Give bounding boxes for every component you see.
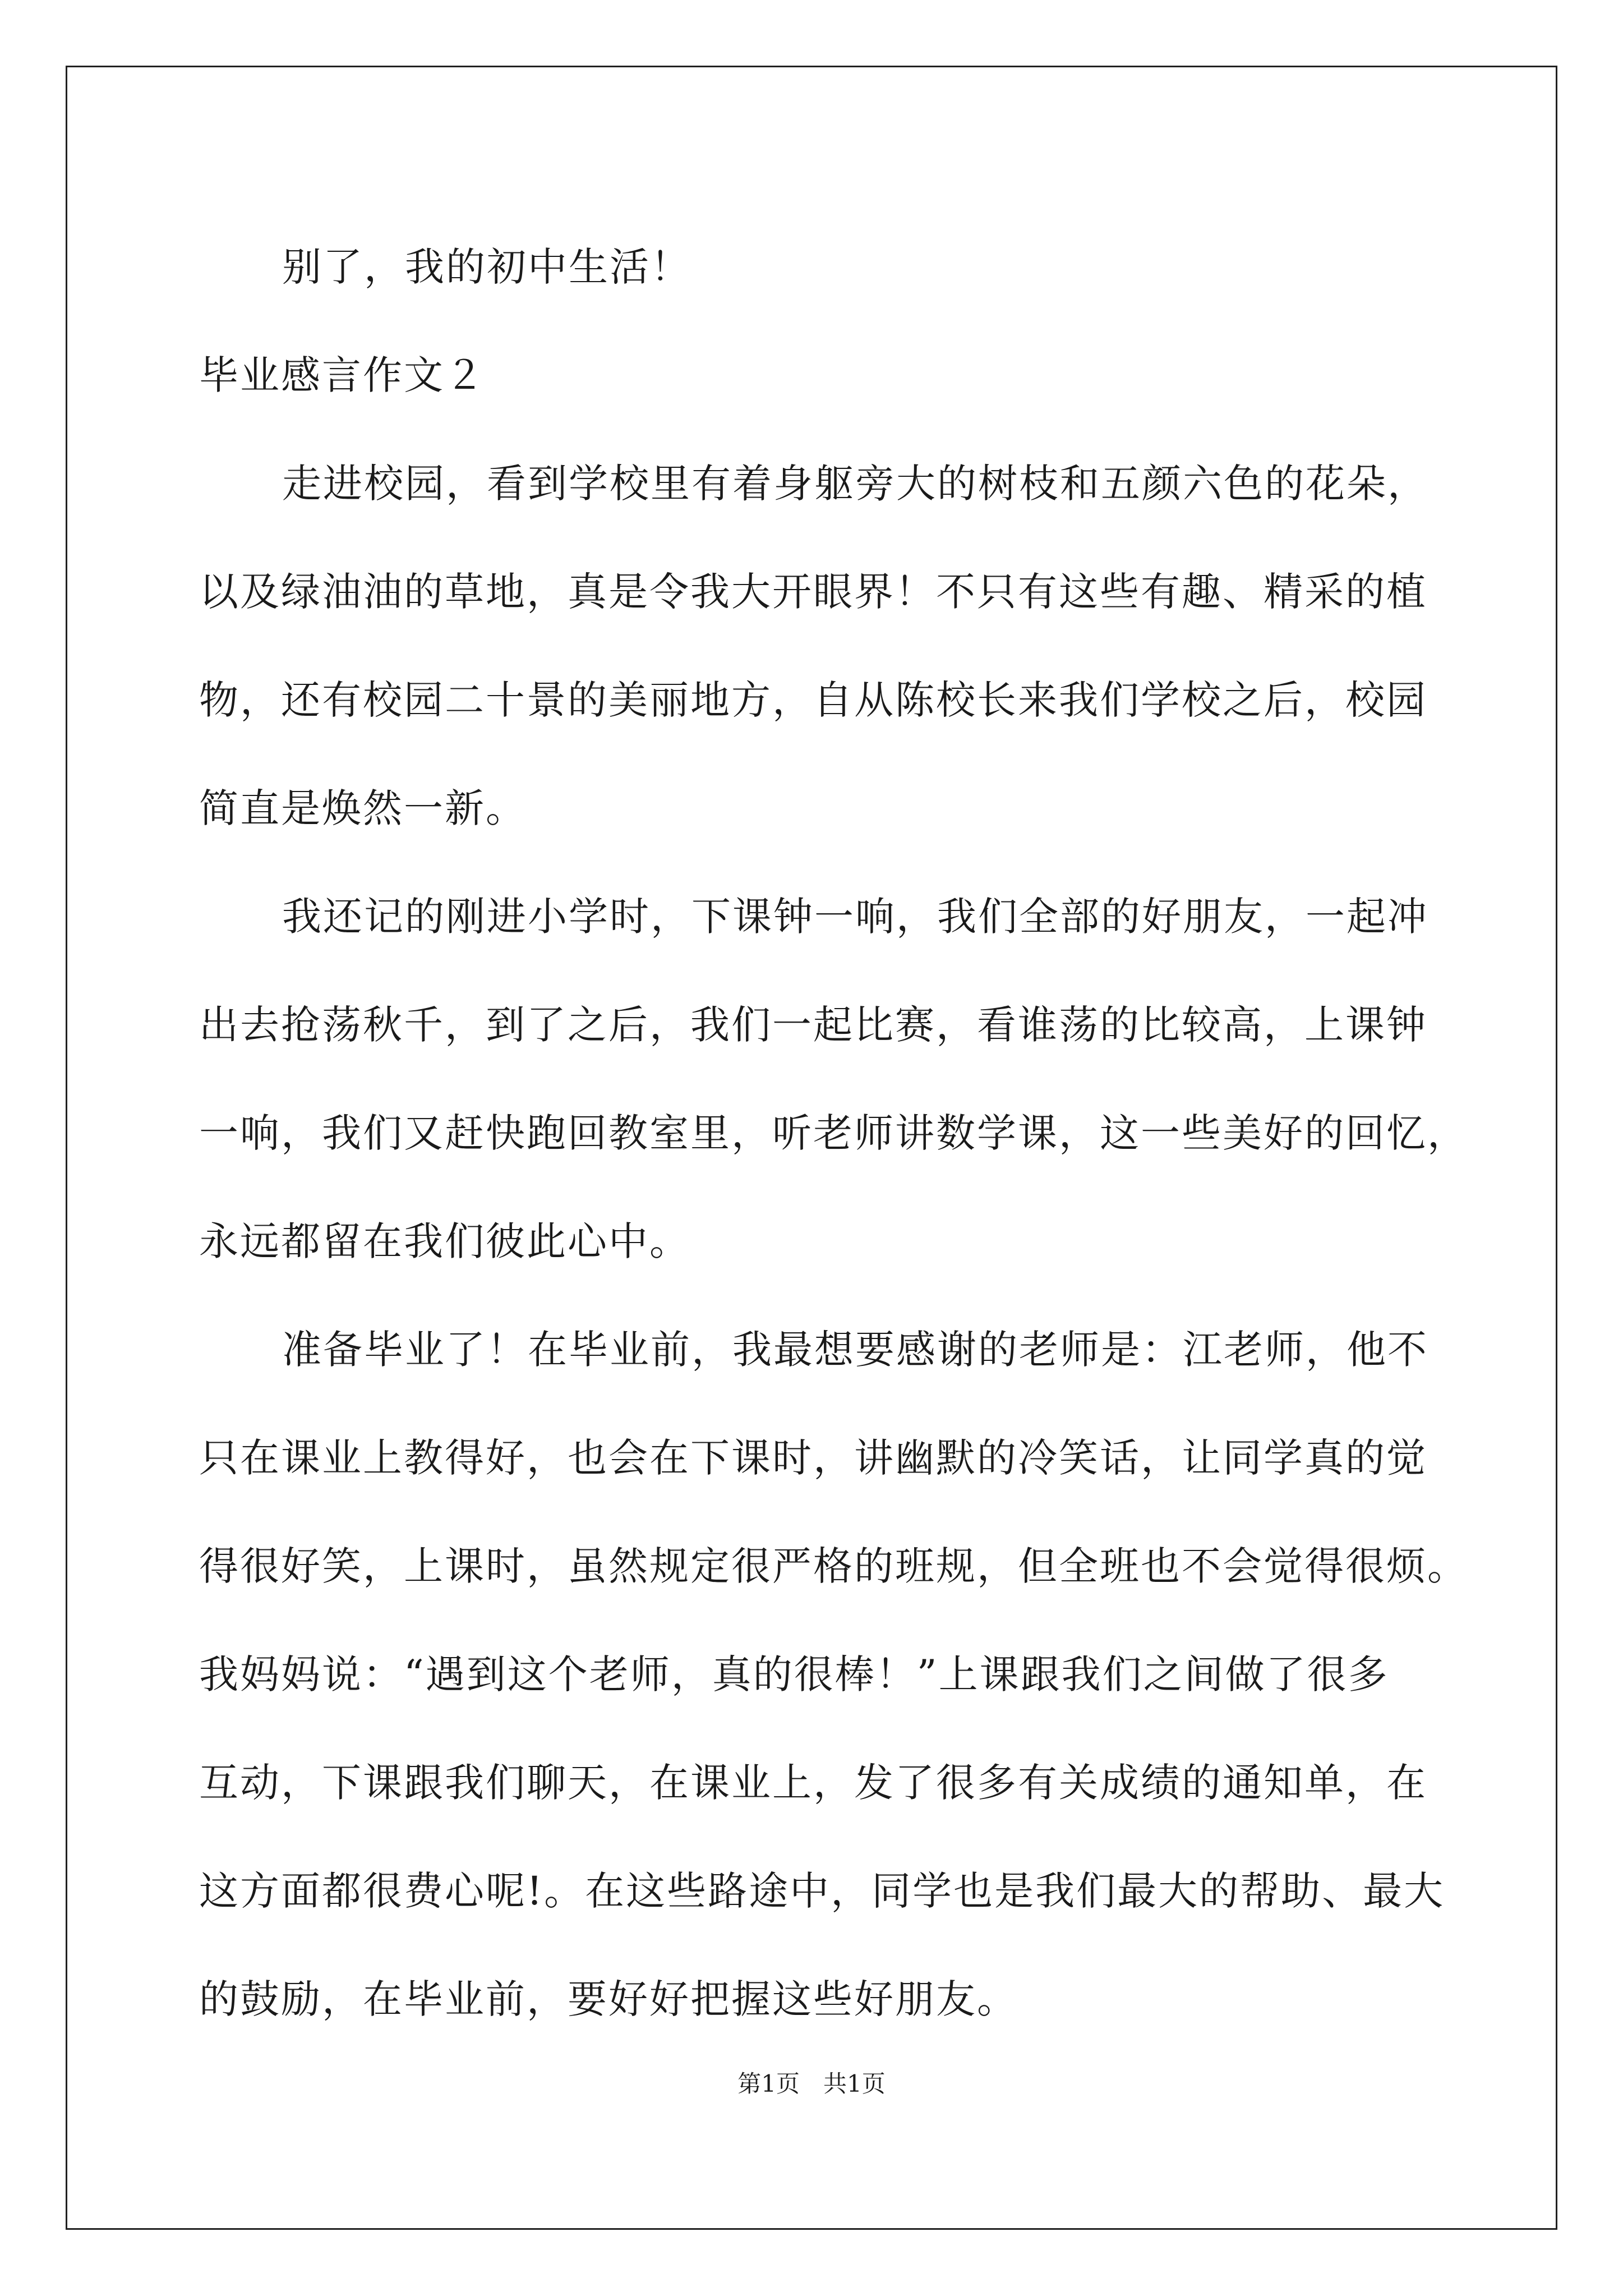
paragraph-2-line-4: 永远都留在我们彼此心中。 <box>199 1218 690 1264</box>
paragraph-3-line-5: 互动，下课跟我们聊天，在课业上，发了很多有关成绩的通知单，在 <box>199 1760 1427 1806</box>
section-title: 毕业感言作文２ <box>199 352 486 398</box>
paragraph-3-line-4: 我妈妈说：“遇到这个老师，真的很棒！”上课跟我们之间做了很多 <box>199 1651 1389 1697</box>
paragraph-2-line-2: 出去抢荡秋千，到了之后，我们一起比赛，看谁荡的比较高，上课钟 <box>199 1002 1427 1048</box>
closing-line: 别了，我的初中生活！ <box>282 244 691 290</box>
paragraph-3-line-3: 得很好笑，上课时，虽然规定很严格的班规，但全班也不会觉得很烦。 <box>199 1543 1468 1589</box>
paragraph-1-line-1: 走进校园，看到学校里有着身躯旁大的树枝和五颜六色的花朵， <box>282 461 1428 507</box>
paragraph-3-line-2: 只在课业上教得好，也会在下课时，讲幽默的冷笑话，让同学真的觉 <box>199 1435 1427 1481</box>
paragraph-3-line-6: 这方面都很费心呢!。在这些路途中，同学也是我们最大的帮助、最大 <box>199 1868 1445 1914</box>
paragraph-2-line-1: 我还记的刚进小学时，下课钟一响，我们全部的好朋友，一起冲 <box>282 894 1428 940</box>
document-body <box>199 213 1468 2054</box>
paragraph-3-line-7: 的鼓励，在毕业前，要好好把握这些好朋友。 <box>199 1976 1018 2022</box>
paragraph-1-line-3: 物，还有校园二十景的美丽地方，自从陈校长来我们学校之后，校园 <box>199 677 1427 723</box>
paragraph-1-line-4: 简直是焕然一新。 <box>199 785 527 831</box>
paragraph-3-line-1: 准备毕业了！在毕业前，我最想要感谢的老师是：江老师，他不 <box>282 1327 1428 1373</box>
paragraph-2-line-3: 一响，我们又赶快跑回教室里，听老师讲数学课，这一些美好的回忆， <box>199 1110 1468 1156</box>
paragraph-1-line-2: 以及绿油油的草地，真是令我大开眼界！不只有这些有趣、精采的植 <box>199 569 1427 615</box>
page-footer: 第1页 共1页 <box>737 2070 886 2097</box>
